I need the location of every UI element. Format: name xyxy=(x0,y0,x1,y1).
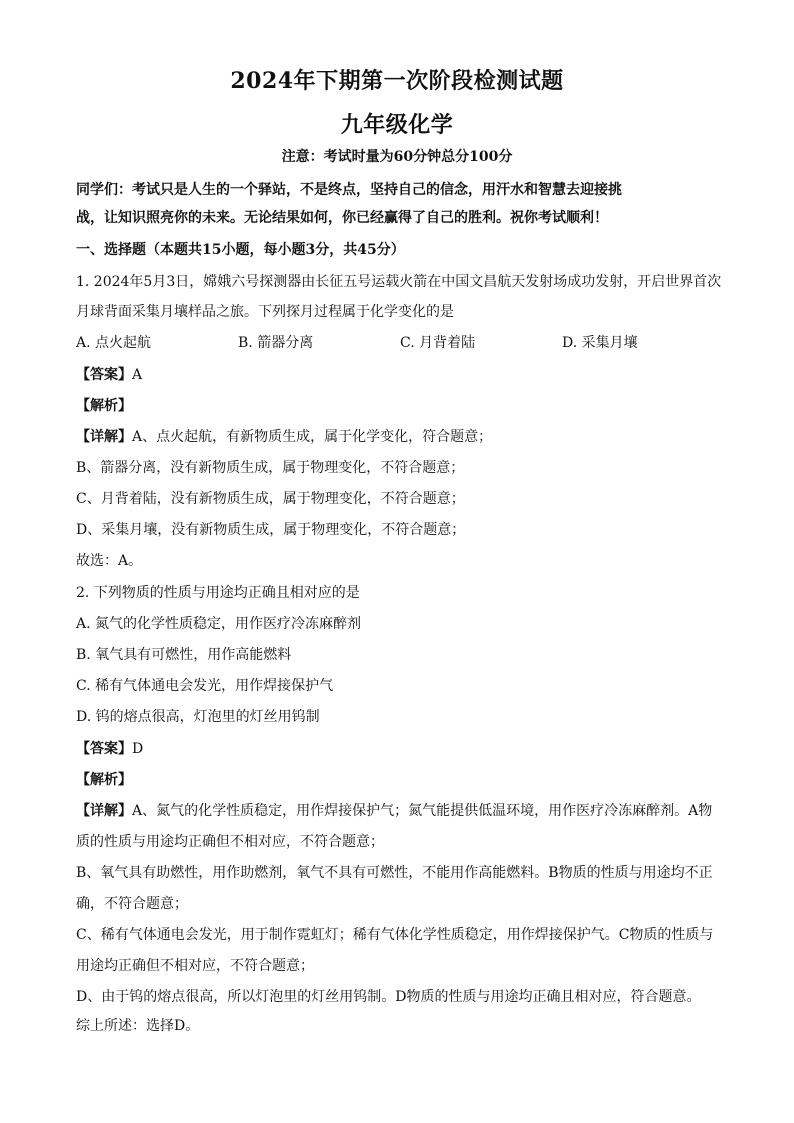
q1-stem-line-2: 月球背面采集月壤样品之旅。下列探月过程属于化学变化的是 xyxy=(76,304,454,320)
q1-detail-label: 【详解】 xyxy=(76,429,132,445)
q2-summary: 综上所述：选择D。 xyxy=(76,1018,200,1034)
q2-detail-label: 【详解】 xyxy=(76,803,132,819)
q2-detail-line-7: D、由于钨的熔点很高，所以灯泡里的灯丝用钨制。D物质的性质与用途均正确且相对应，符合题意。 xyxy=(76,989,701,1005)
q1-option-b: B. 箭器分离 xyxy=(238,335,314,351)
q1-options xyxy=(76,333,726,353)
q2-analysis-label: 【解析】 xyxy=(76,772,132,788)
q2-analysis xyxy=(76,770,726,790)
q2-option-b: B. 氧气具有可燃性，用作高能燃料 xyxy=(76,647,292,663)
q1-detail-line-2: B、箭器分离，没有新物质生成，属于物理变化，不符合题意； xyxy=(76,460,465,476)
q2-detail-line-6: 用途均正确但不相对应，不符合题意； xyxy=(76,958,314,974)
exam-title: 2024年下期第一次阶段检测试题 xyxy=(230,68,564,94)
q1-option-d: D. 采集月壤 xyxy=(562,335,638,351)
greeting-line-2: 战，让知识照亮你的未来。无论结果如何，你已经赢得了自己的胜利。祝你考试顺利！ xyxy=(76,210,608,226)
exam-subtitle: 九年级化学 xyxy=(340,112,454,138)
q2-detail-line-3: B、氧气具有助燃性，用作助燃剂，氧气不具有可燃性，不能用作高能燃料。B物质的性质与用途均不正 xyxy=(76,865,713,881)
q1-detail-line-3: C、月背着陆，没有新物质生成，属于物理变化，不符合题意； xyxy=(76,491,465,507)
q2-answer xyxy=(76,739,726,759)
q1-detail-line-1 xyxy=(76,427,726,447)
q1-analysis xyxy=(76,396,726,416)
q1-answer xyxy=(76,365,726,385)
q1-conclusion: 故选：A。 xyxy=(76,553,143,569)
exam-notice: 注意：考试时量为60分钟总分100分 xyxy=(281,149,513,165)
q2-answer-label: 【答案】 xyxy=(76,741,132,757)
q2-stem: 2. 下列物质的性质与用途均正确且相对应的是 xyxy=(76,585,360,601)
q2-detail-line-4: 确，不符合题意； xyxy=(76,896,188,912)
q1-answer-label: 【答案】 xyxy=(76,367,132,383)
q1-answer-value: A xyxy=(132,367,143,383)
q1-stem-line-1: 1. 2024年5月3日，嫦娥六号探测器由长征五号运载火箭在中国文昌航天发射场成功发射，开启世界首次 xyxy=(76,274,722,290)
q2-answer-value: D xyxy=(132,741,144,757)
q1-option-a: A. 点火起航 xyxy=(76,335,152,351)
q2-detail-line-2: 质的性质与用途均正确但不相对应，不符合题意； xyxy=(76,834,384,850)
q2-option-a: A. 氮气的化学性质稳定，用作医疗冷冻麻醉剂 xyxy=(76,616,362,632)
q1-detail-line-4: D、采集月壤，没有新物质生成，属于物理变化，不符合题意； xyxy=(76,522,466,538)
greeting-line-1: 同学们：考试只是人生的一个驿站，不是终点，坚持自己的信念，用汗水和智慧去迎接挑 xyxy=(76,182,622,198)
q1-detail-text-1: A、点火起航，有新物质生成，属于化学变化，符合题意； xyxy=(132,429,493,445)
q2-detail-line-1 xyxy=(76,801,726,821)
q2-option-d: D. 钨的熔点很高，灯泡里的灯丝用钨制 xyxy=(76,709,320,725)
q1-option-c: C. 月背着陆 xyxy=(400,335,476,351)
q2-option-c: C. 稀有气体通电会发光，用作焊接保护气 xyxy=(76,678,334,694)
q2-detail-line-5: C、稀有气体通电会发光，用于制作霓虹灯；稀有气体化学性质稳定，用作焊接保护气。C物质的性质与 xyxy=(76,927,714,943)
section-heading: 一、选择题（本题共15小题，每小题3分，共45分） xyxy=(76,242,405,258)
q2-detail-text-1: A、氮气的化学性质稳定，用作焊接保护气；氮气能提供低温环境，用作医疗冷冻麻醉剂。A物 xyxy=(132,803,713,819)
q1-analysis-label: 【解析】 xyxy=(76,398,132,414)
